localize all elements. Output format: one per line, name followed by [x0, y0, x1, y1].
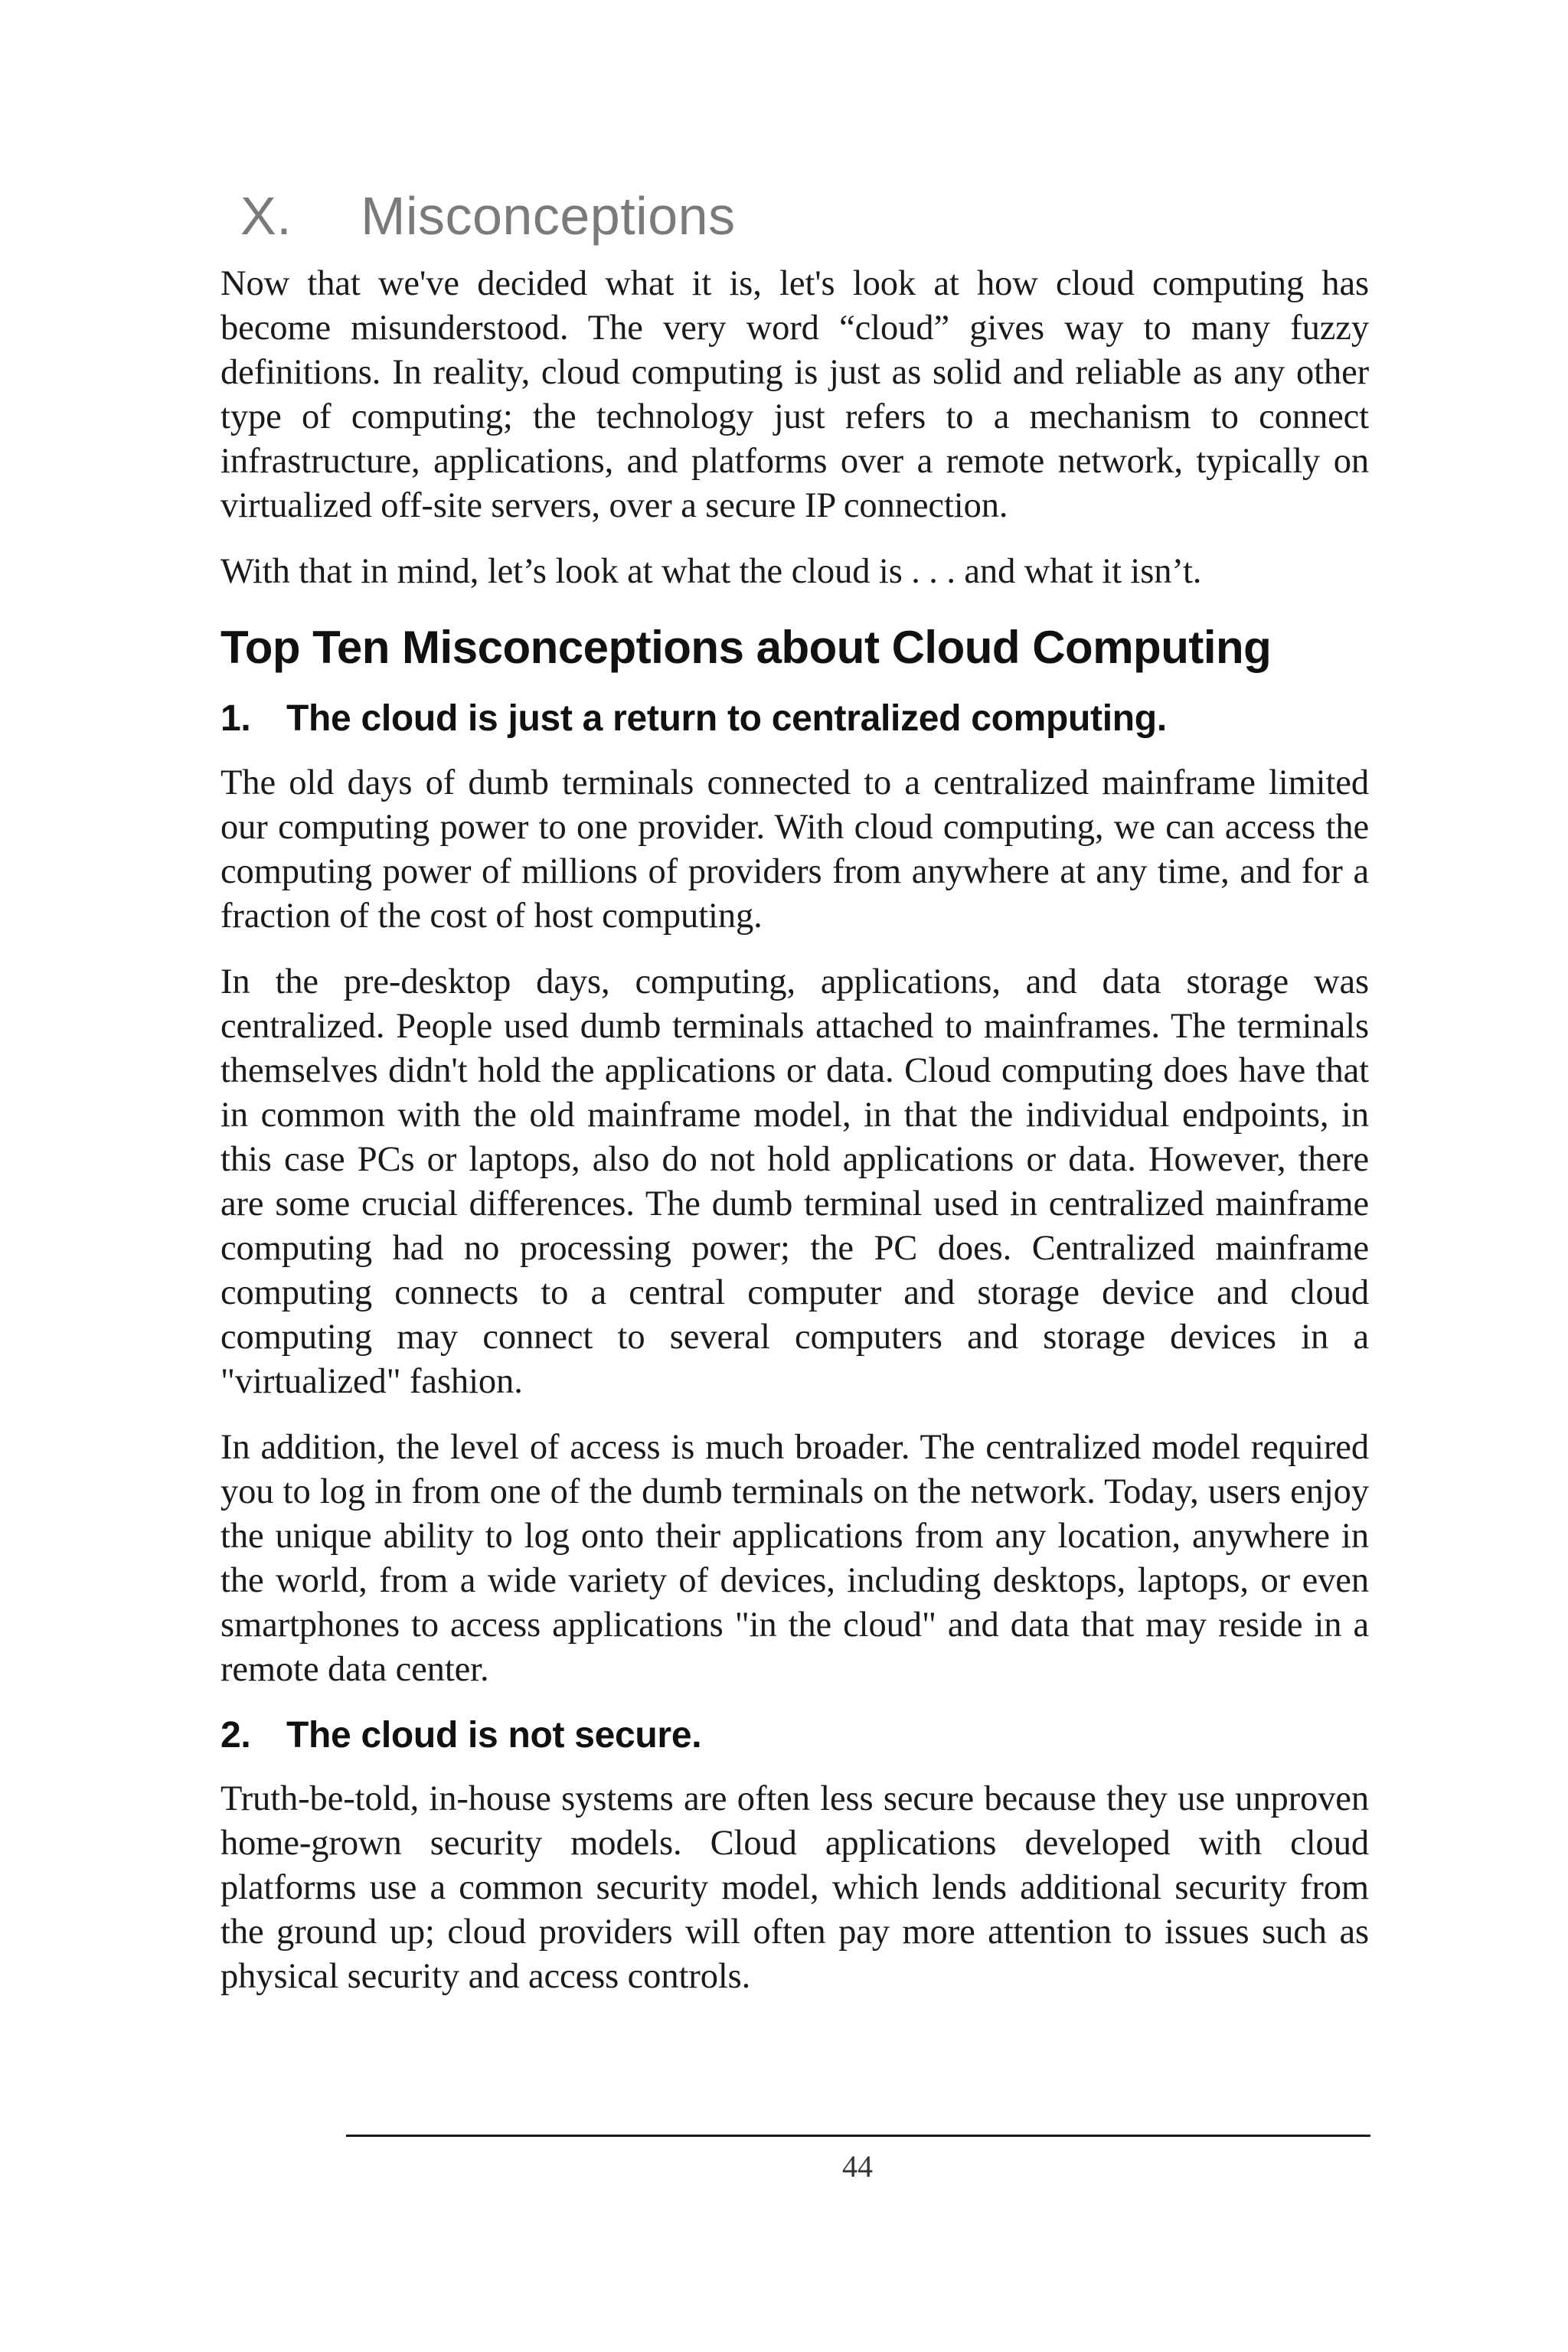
intro-paragraph: Now that we've decided what it is, let's look at how cloud computing has become misunderstood. The very word “cloud” gives way to many fuzzy definitions. In reality, cloud computing is just as solid and reliable as any other type of computing; the technology just refers to a mechanism to connect infrastructure, applications, and platforms over a remote network, typically on virtualized off-site servers, over a secure IP connection.	[220, 264, 1369, 525]
body-paragraph: In addition, the level of access is much broader. The centralized model required you to log in from one of the dumb terminals on the network. Today, users enjoy the unique ability to log onto their applications from any location, anywhere in the world, from a wide variety of devices, including desktops, laptops, or even smartphones to access applications "in the cloud" and data that may reside in a remote data center.	[220, 1427, 1369, 1689]
misconception-title: The cloud is just a return to centralized computing.	[286, 698, 1167, 739]
chapter-numeral: X.	[240, 186, 292, 246]
page-number: 44	[842, 2149, 873, 2184]
misconception-number: 2.	[220, 1714, 251, 1756]
misconception-number: 1.	[220, 698, 251, 739]
footer-divider	[346, 2135, 1370, 2137]
body-paragraph: The old days of dumb terminals connected to a centralized mainframe limited our computing power to one provider. With cloud computing, we can access the computing power of millions of providers from anywhere at any time, and for a fraction of the cost of host computing.	[220, 763, 1369, 936]
body-paragraph: Truth-be-told, in-house systems are often less secure because they use unproven home-grown security models. Cloud applications developed with cloud platforms use a common security model, which lends additional security from the ground up; cloud providers will often pay more attention to issues such as physical security and access controls.	[220, 1779, 1369, 1997]
page-content	[220, 184, 1369, 2020]
misconception-heading-2	[220, 1713, 1369, 1758]
body-paragraph: In the pre-desktop days, computing, applications, and data storage was centralized. People used dumb terminals attached to mainframes. The terminals themselves didn't hold the applications or data. Cloud computing does have that in common with the old mainframe model, in that the individual endpoints, in this case PCs or laptops, also do not hold applications or data. However, there are some crucial differences. The dumb terminal used in centralized mainframe computing had no processing power; the PC does. Centralized mainframe computing connects to a central computer and storage device and cloud computing may connect to several computers and storage devices in a "virtualized" fashion.	[220, 962, 1369, 1401]
section-title: Top Ten Misconceptions about Cloud Computing	[220, 622, 1272, 673]
intro-paragraph: With that in mind, let’s look at what the cloud is . . . and what it isn’t.	[220, 552, 1202, 591]
misconception-heading-1	[220, 697, 1369, 741]
misconception-title: The cloud is not secure.	[286, 1714, 702, 1756]
chapter-heading	[240, 184, 1369, 248]
chapter-title: Misconceptions	[361, 186, 736, 246]
